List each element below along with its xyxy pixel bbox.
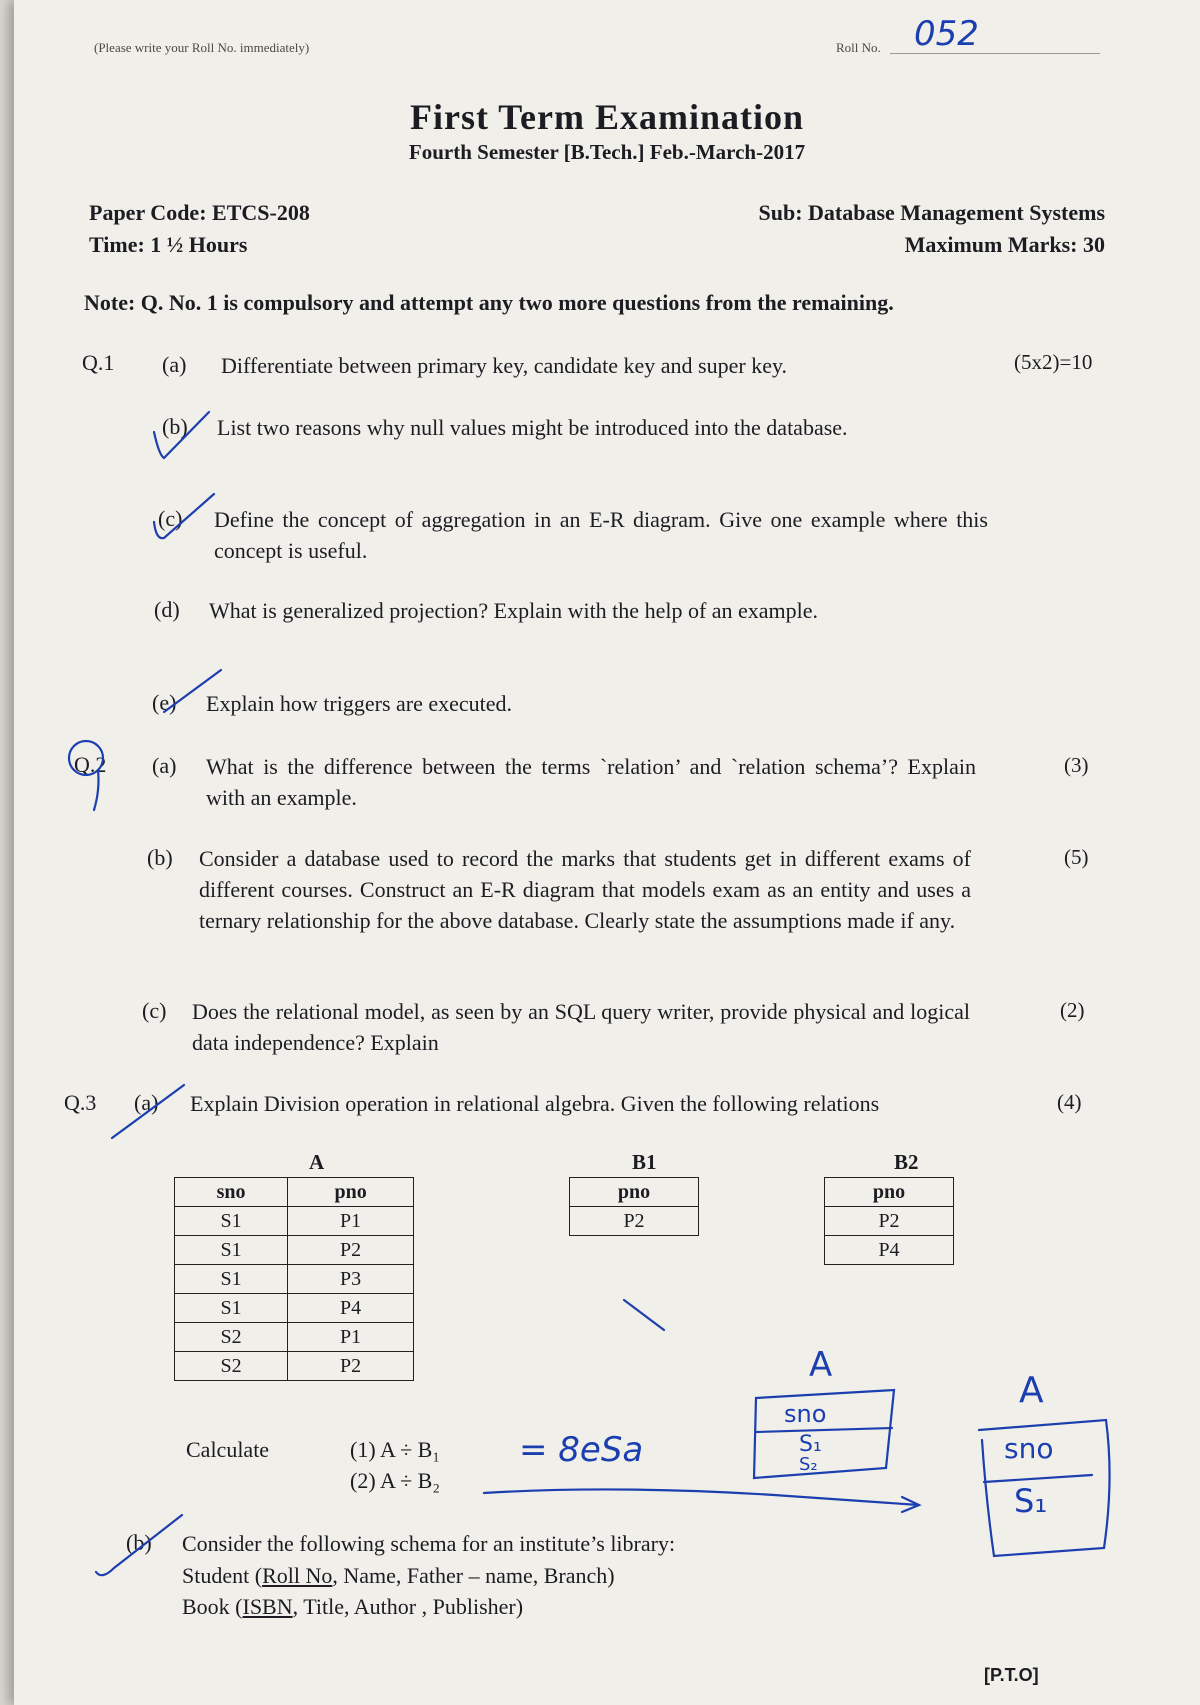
table-cell: P1	[288, 1323, 414, 1352]
schema-book-prefix: Book (	[182, 1594, 243, 1619]
calc-expression-2: (2) A ÷ B₂	[350, 1468, 441, 1493]
table-cell: S1	[175, 1294, 288, 1323]
q2b-label: (b)	[147, 845, 173, 870]
roll-instruction: (Please write your Roll No. immediately)	[94, 40, 310, 55]
table-cell: S2	[175, 1323, 288, 1352]
q2b-text: Consider a database used to record the marks that students get in different exams of different courses. Construct an E-R diagram that models exam as an entity and uses a ternary relationship for the above database. Clearly state the assumptions made if any.	[199, 846, 971, 933]
handwritten-sno-2: sno	[1004, 1432, 1054, 1465]
table-cell: P2	[570, 1207, 699, 1236]
table-cell: P3	[288, 1265, 414, 1294]
q1-marks: (5x2)=10	[1014, 350, 1093, 374]
table-cell: S1	[175, 1265, 288, 1294]
exam-paper	[14, 0, 1200, 1705]
table-cell: P2	[825, 1207, 954, 1236]
q1e-text: Explain how triggers are executed.	[206, 691, 513, 716]
q3a-label: (a)	[134, 1090, 159, 1115]
subject: Sub: Database Management Systems	[758, 200, 1105, 225]
handwritten-s1-2: S₁	[1014, 1482, 1048, 1520]
calculate-label: Calculate	[186, 1437, 270, 1462]
q1a-text: Differentiate between primary key, candidate key and super key.	[221, 353, 788, 378]
table-cell: P2	[288, 1236, 414, 1265]
table-b1-name: B1	[632, 1150, 657, 1174]
q1d-text: What is generalized projection? Explain with the help of an example.	[209, 598, 819, 623]
table-cell: P4	[825, 1236, 954, 1265]
table-cell: P4	[288, 1294, 414, 1323]
q2c-label: (c)	[142, 998, 167, 1023]
q2b-marks: (5)	[1064, 845, 1089, 869]
q3b-label: (b)	[126, 1530, 152, 1555]
handwritten-scribble: = 8eSa	[519, 1430, 644, 1470]
q3a-marks: (4)	[1057, 1090, 1082, 1114]
handwritten-s2-1: S₂	[799, 1454, 818, 1475]
schema-book-key: ISBN	[242, 1594, 293, 1619]
exam-title: First Term Examination	[409, 97, 804, 137]
paper-code: Paper Code: ETCS-208	[89, 200, 310, 225]
checkmark-q1e	[164, 670, 221, 712]
checkmark-q1c	[154, 494, 214, 538]
handwritten-sno-1: sno	[784, 1400, 827, 1428]
table-a-name: A	[309, 1150, 325, 1174]
checkmark-q3a	[112, 1085, 184, 1138]
answer-arrow	[484, 1489, 919, 1505]
q2c-text: Does the relational model, as seen by an SQL query writer, provide physical and logical data independence? Explain	[192, 999, 970, 1055]
table-b2-name: B2	[894, 1150, 919, 1174]
roll-label: Roll No.	[836, 40, 881, 55]
table-header-cell: pno	[570, 1178, 699, 1207]
table-cell: S1	[175, 1236, 288, 1265]
handwritten-roll-number: 052	[914, 14, 979, 54]
schema-student-rest: , Name, Father – name, Branch)	[332, 1563, 615, 1588]
table-header-cell: sno	[175, 1178, 288, 1207]
q1e-label: (e)	[152, 690, 177, 715]
q3-number: Q.3	[64, 1090, 97, 1115]
schema-student-key: Roll No	[262, 1563, 333, 1588]
q1b-label: (b)	[162, 414, 188, 439]
schema-book-rest: , Title, Author , Publisher)	[292, 1594, 524, 1619]
checkmark-q3b	[96, 1515, 182, 1575]
table-cell: S2	[175, 1352, 288, 1381]
handwritten-answer-a-1: A	[809, 1345, 833, 1385]
instructions-note: Note: Q. No. 1 is compulsory and attempt any two more questions from the remaining.	[84, 290, 894, 315]
q2c-marks: (2)	[1060, 998, 1085, 1022]
handwritten-answer-a-2: A	[1019, 1370, 1044, 1411]
table-cell: P1	[288, 1207, 414, 1236]
q3a-text: Explain Division operation in relational algebra. Given the following relations	[190, 1091, 880, 1116]
please-turn-over: [P.T.O]	[984, 1665, 1039, 1685]
q1c-text: Define the concept of aggregation in an E-R diagram. Give one example where this concept is useful.	[214, 507, 988, 563]
q2a-marks: (3)	[1064, 753, 1089, 777]
calc-expression-1: (1) A ÷ B₁	[350, 1437, 441, 1462]
q1c-label: (c)	[158, 506, 183, 531]
q2a-label: (a)	[152, 753, 177, 778]
q3b-intro: Consider the following schema for an institute’s library:	[182, 1531, 676, 1556]
time-allowed: Time: 1 ½ Hours	[89, 232, 248, 257]
q1d-label: (d)	[154, 597, 180, 622]
table-header-cell: pno	[288, 1178, 414, 1207]
q1a-label: (a)	[162, 352, 187, 377]
checkmark-q1b	[154, 412, 209, 458]
exam-subtitle: Fourth Semester [B.Tech.] Feb.-March-2017	[408, 140, 806, 164]
handwritten-s1-1: S₁	[799, 1432, 822, 1457]
table-cell: P2	[288, 1352, 414, 1381]
q1b-text: List two reasons why null values might be introduced into the database.	[217, 415, 848, 440]
q1-number: Q.1	[82, 350, 115, 375]
q2-number: Q.2	[74, 752, 107, 777]
maximum-marks: Maximum Marks: 30	[904, 232, 1105, 257]
table-cell: S1	[175, 1207, 288, 1236]
table-header-cell: pno	[825, 1178, 954, 1207]
schema-student-prefix: Student (	[182, 1563, 263, 1588]
q2a-text: What is the difference between the terms `relation’ and `relation schema’? Explain with an example.	[206, 754, 976, 810]
